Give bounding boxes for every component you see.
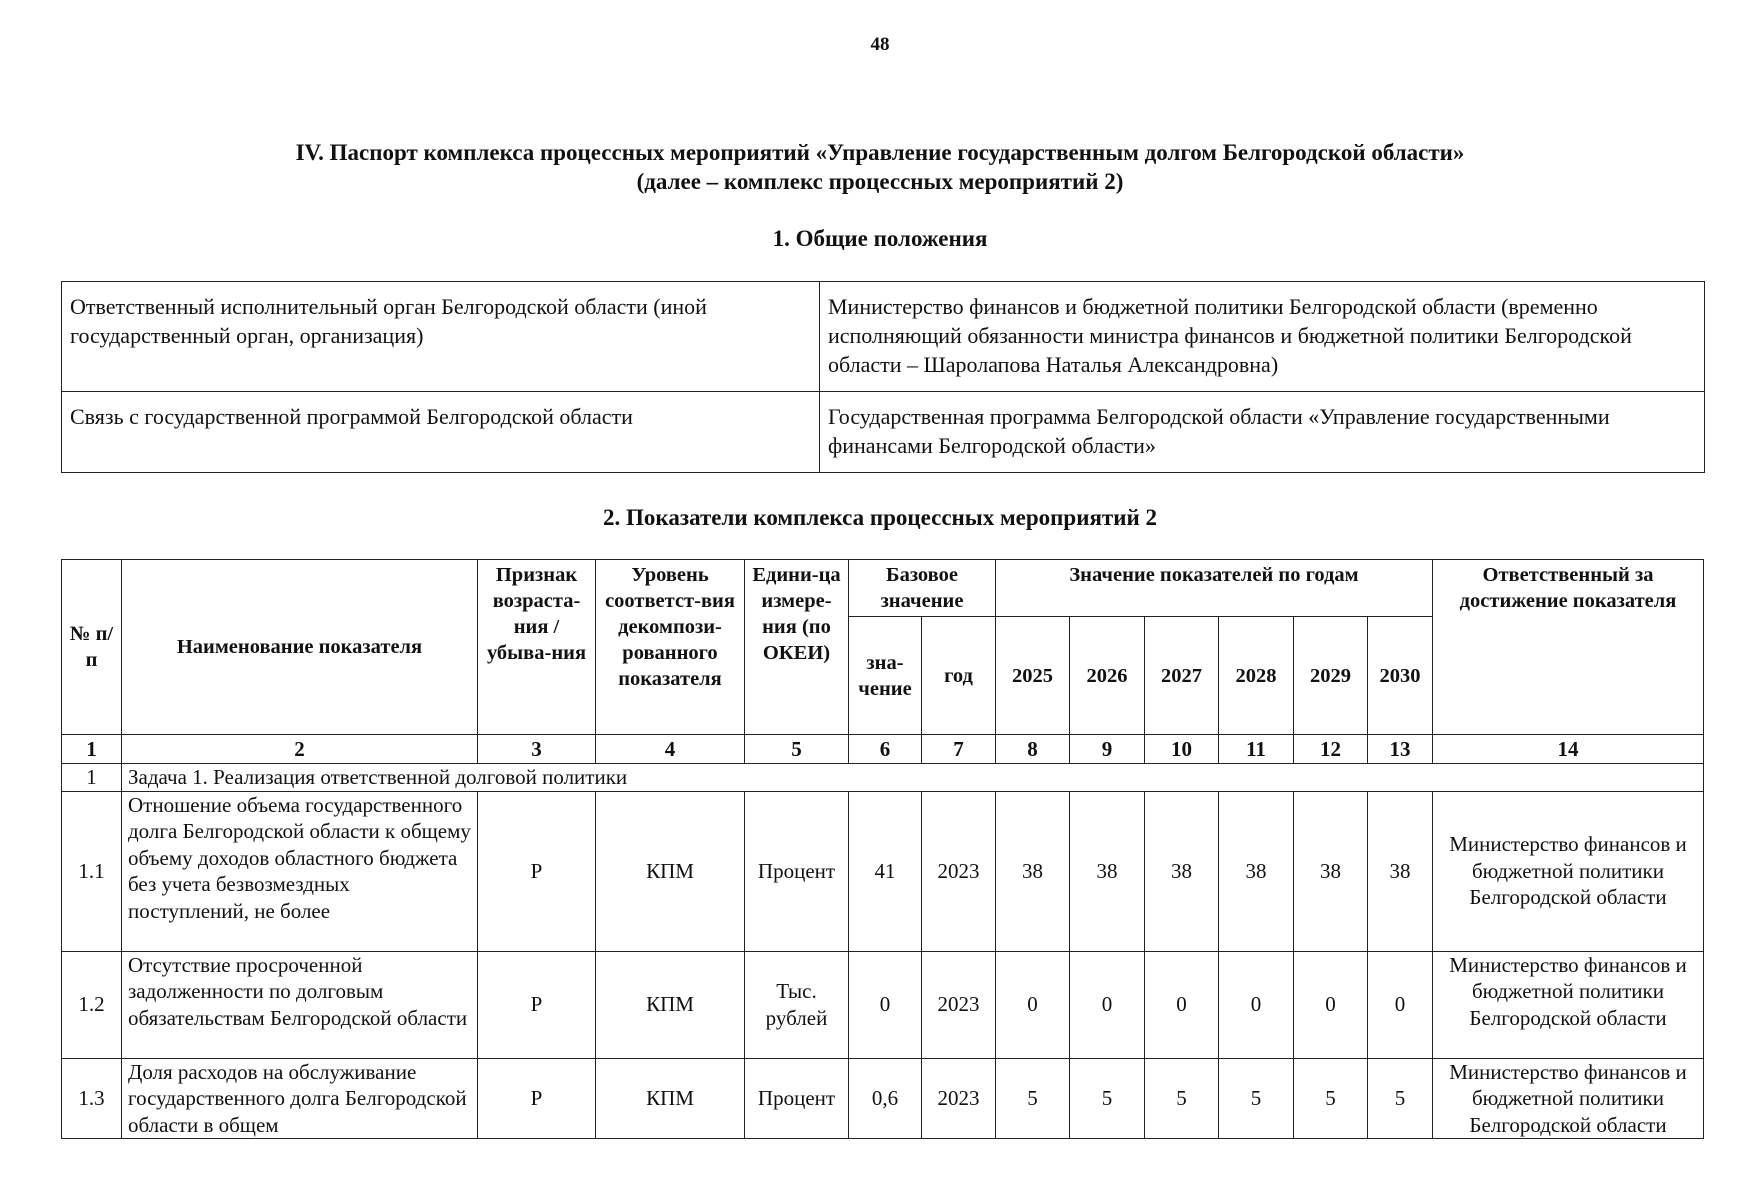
- row-value: 0: [996, 951, 1070, 1058]
- column-number: 11: [1219, 735, 1294, 764]
- general-label: Ответственный исполнительный орган Белгородской области (иной государственный орган, организация): [62, 282, 820, 392]
- column-number: 4: [596, 735, 745, 764]
- table-row: [62, 1058, 1704, 1139]
- row-base-year: 2023: [922, 1058, 996, 1139]
- header-num: № п/п: [62, 560, 122, 735]
- row-value: 38: [1368, 791, 1433, 951]
- row-base-year: 2023: [922, 791, 996, 951]
- header-sign: Признак возраста-ния / убыва-ния: [478, 560, 596, 735]
- row-base-year: 2023: [922, 951, 996, 1058]
- indicators-table: [61, 559, 1704, 1139]
- document-title: [0, 138, 1760, 196]
- header-base-year: год: [922, 617, 996, 735]
- row-sign: Р: [478, 791, 596, 951]
- header-base: Базовое значение: [849, 560, 996, 617]
- row-value: 38: [1294, 791, 1368, 951]
- row-value: 0: [1219, 951, 1294, 1058]
- header-unit: Едини-ца измере-ния (по ОКЕИ): [745, 560, 849, 735]
- row-value: 38: [996, 791, 1070, 951]
- column-number: 8: [996, 735, 1070, 764]
- row-level: КПМ: [596, 1058, 745, 1139]
- row-base-value: 0,6: [849, 1058, 922, 1139]
- column-number: 7: [922, 735, 996, 764]
- row-value: 38: [1070, 791, 1145, 951]
- header-year: 2029: [1294, 617, 1368, 735]
- title-line-2: (далее – комплекс процессных мероприятий 2): [636, 169, 1124, 194]
- column-number: 12: [1294, 735, 1368, 764]
- general-value: Государственная программа Белгородской области «Управление государственными финансами Белгородской области»: [820, 392, 1705, 473]
- table-row: [62, 791, 1704, 951]
- row-base-value: 0: [849, 951, 922, 1058]
- column-number: 6: [849, 735, 922, 764]
- header-year: 2025: [996, 617, 1070, 735]
- row-name: Отсутствие просроченной задолженности по долговым обязательствам Белгородской области: [122, 951, 478, 1058]
- column-number: 1: [62, 735, 122, 764]
- header-year: 2030: [1368, 617, 1433, 735]
- header-base-value: зна-чение: [849, 617, 922, 735]
- header-row: [62, 560, 1704, 617]
- row-value: 38: [1219, 791, 1294, 951]
- row-value: 0: [1070, 951, 1145, 1058]
- column-number: 13: [1368, 735, 1433, 764]
- column-number: 9: [1070, 735, 1145, 764]
- row-unit: Процент: [745, 791, 849, 951]
- table-row: [62, 282, 1705, 392]
- column-number: 2: [122, 735, 478, 764]
- row-value: 5: [1294, 1058, 1368, 1139]
- row-name: Доля расходов на обслуживание государственного долга Белгородской области в общем: [122, 1058, 478, 1139]
- header-year: 2026: [1070, 617, 1145, 735]
- row-sign: Р: [478, 951, 596, 1058]
- task-text: Задача 1. Реализация ответственной долговой политики: [122, 764, 1704, 792]
- row-unit: Тыс. рублей: [745, 951, 849, 1058]
- row-level: КПМ: [596, 951, 745, 1058]
- column-number: 14: [1433, 735, 1704, 764]
- row-value: 0: [1368, 951, 1433, 1058]
- row-responsible: Министерство финансов и бюджетной политики Белгородской области: [1433, 791, 1704, 951]
- title-line-1: IV. Паспорт комплекса процессных мероприятий «Управление государственным долгом Белгородской области»: [295, 140, 1465, 165]
- row-base-value: 41: [849, 791, 922, 951]
- table-row: [62, 951, 1704, 1058]
- section-1-heading: 1. Общие положения: [772, 226, 988, 251]
- header-name: Наименование показателя: [122, 560, 478, 735]
- task-row: [62, 764, 1704, 792]
- header-responsible: Ответственный за достижение показателя: [1433, 560, 1704, 735]
- column-number: 5: [745, 735, 849, 764]
- header-level: Уровень соответст-вия декомпози-рованного показателя: [596, 560, 745, 735]
- general-value: Министерство финансов и бюджетной политики Белгородской области (временно исполняющий обязанности министра финансов и бюджетной политики Белгородской области – Шаролапова Наталья Александровна): [820, 282, 1705, 392]
- row-value: 5: [1145, 1058, 1219, 1139]
- general-label: Связь с государственной программой Белгородской области: [62, 392, 820, 473]
- row-name: Отношение объема государственного долга Белгородской области к общему объему доходов областного бюджета без учета безвозмездных поступлений, не более: [122, 791, 478, 951]
- row-value: 5: [996, 1058, 1070, 1139]
- column-number: 10: [1145, 735, 1219, 764]
- task-num: 1: [62, 764, 122, 792]
- row-value: 0: [1145, 951, 1219, 1058]
- row-level: КПМ: [596, 791, 745, 951]
- row-value: 0: [1294, 951, 1368, 1058]
- row-num: 1.3: [62, 1058, 122, 1139]
- row-responsible: Министерство финансов и бюджетной политики Белгородской области: [1433, 1058, 1704, 1139]
- row-responsible: Министерство финансов и бюджетной политики Белгородской области: [1433, 951, 1704, 1058]
- header-by-years: Значение показателей по годам: [996, 560, 1433, 617]
- row-sign: Р: [478, 1058, 596, 1139]
- row-unit: Процент: [745, 1058, 849, 1139]
- column-numbers-row: [62, 735, 1704, 764]
- header-year: 2027: [1145, 617, 1219, 735]
- general-provisions-table: [61, 281, 1705, 473]
- row-value: 5: [1070, 1058, 1145, 1139]
- row-num: 1.1: [62, 791, 122, 951]
- row-num: 1.2: [62, 951, 122, 1058]
- row-value: 5: [1368, 1058, 1433, 1139]
- table-row: [62, 392, 1705, 473]
- section-2-heading: 2. Показатели комплекса процессных мероприятий 2: [603, 505, 1157, 530]
- header-year: 2028: [1219, 617, 1294, 735]
- row-value: 5: [1219, 1058, 1294, 1139]
- column-number: 3: [478, 735, 596, 764]
- row-value: 38: [1145, 791, 1219, 951]
- page-number: 48: [870, 34, 890, 55]
